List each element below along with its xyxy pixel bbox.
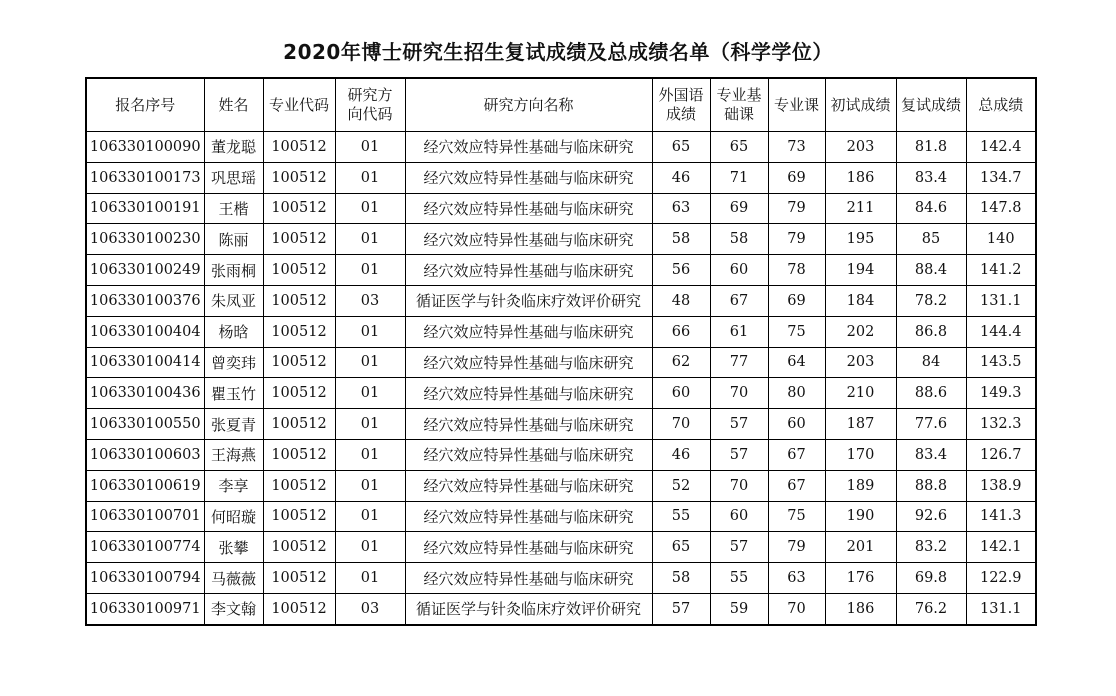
initial-score-cell: 211 [825, 193, 896, 224]
initial-score-cell: 186 [825, 593, 896, 624]
header-direction-name: 研究方向名称 [405, 78, 652, 132]
major-course-cell: 80 [768, 378, 825, 409]
direction-name-cell: 循证医学与针灸临床疗效评价研究 [405, 593, 652, 624]
major-code-cell: 100512 [263, 563, 335, 594]
retest-score-cell: 81.8 [896, 132, 966, 163]
name-cell: 王楷 [204, 193, 263, 224]
total-score-cell: 144.4 [966, 316, 1036, 347]
initial-score-cell: 187 [825, 409, 896, 440]
major-basic-cell: 69 [710, 193, 768, 224]
major-basic-cell: 57 [710, 439, 768, 470]
direction-name-cell: 经穴效应特异性基础与临床研究 [405, 532, 652, 563]
major-course-cell: 75 [768, 501, 825, 532]
reg-no-cell: 106330100550 [86, 409, 204, 440]
name-cell: 陈丽 [204, 224, 263, 255]
major-basic-cell: 60 [710, 255, 768, 286]
initial-score-cell: 170 [825, 439, 896, 470]
reg-no-cell: 106330100230 [86, 224, 204, 255]
table-row [86, 316, 1036, 347]
reg-no-cell: 106330100090 [86, 132, 204, 163]
table-row [86, 162, 1036, 193]
major-course-cell: 78 [768, 255, 825, 286]
foreign-lang-cell: 58 [652, 563, 710, 594]
reg-no-cell: 106330100191 [86, 193, 204, 224]
foreign-lang-cell: 58 [652, 224, 710, 255]
foreign-lang-cell: 66 [652, 316, 710, 347]
initial-score-cell: 203 [825, 132, 896, 163]
major-basic-cell: 61 [710, 316, 768, 347]
direction-code-cell: 01 [335, 532, 405, 563]
retest-score-cell: 78.2 [896, 285, 966, 316]
reg-no-cell: 106330100414 [86, 347, 204, 378]
document-title: 2020年博士研究生招生复试成绩及总成绩名单（科学学位） [283, 40, 833, 64]
major-basic-cell: 70 [710, 378, 768, 409]
total-score-cell: 122.9 [966, 563, 1036, 594]
direction-name-cell: 经穴效应特异性基础与临床研究 [405, 347, 652, 378]
initial-score-cell: 203 [825, 347, 896, 378]
major-basic-cell: 67 [710, 285, 768, 316]
major-basic-cell: 65 [710, 132, 768, 163]
major-course-cell: 67 [768, 470, 825, 501]
retest-score-cell: 77.6 [896, 409, 966, 440]
retest-score-cell: 69.8 [896, 563, 966, 594]
major-code-cell: 100512 [263, 347, 335, 378]
major-code-cell: 100512 [263, 409, 335, 440]
major-course-cell: 79 [768, 532, 825, 563]
direction-name-cell: 经穴效应特异性基础与临床研究 [405, 193, 652, 224]
reg-no-cell: 106330100701 [86, 501, 204, 532]
reg-no-cell: 106330100173 [86, 162, 204, 193]
foreign-lang-cell: 70 [652, 409, 710, 440]
retest-score-cell: 83.4 [896, 439, 966, 470]
major-code-cell: 100512 [263, 224, 335, 255]
direction-code-cell: 01 [335, 563, 405, 594]
direction-code-cell: 03 [335, 285, 405, 316]
direction-name-cell: 经穴效应特异性基础与临床研究 [405, 470, 652, 501]
name-cell: 张夏青 [204, 409, 263, 440]
reg-no-cell: 106330100376 [86, 285, 204, 316]
retest-score-cell: 88.6 [896, 378, 966, 409]
table-row [86, 532, 1036, 563]
major-basic-cell: 59 [710, 593, 768, 624]
initial-score-cell: 201 [825, 532, 896, 563]
initial-score-cell: 194 [825, 255, 896, 286]
major-course-cell: 69 [768, 285, 825, 316]
retest-score-cell: 76.2 [896, 593, 966, 624]
major-basic-cell: 77 [710, 347, 768, 378]
major-code-cell: 100512 [263, 162, 335, 193]
direction-code-cell: 03 [335, 593, 405, 624]
table-row [86, 409, 1036, 440]
major-course-cell: 63 [768, 563, 825, 594]
foreign-lang-cell: 46 [652, 439, 710, 470]
foreign-lang-cell: 56 [652, 255, 710, 286]
initial-score-cell: 190 [825, 501, 896, 532]
major-code-cell: 100512 [263, 255, 335, 286]
name-cell: 曾奕玮 [204, 347, 263, 378]
direction-name-cell: 经穴效应特异性基础与临床研究 [405, 501, 652, 532]
major-course-cell: 75 [768, 316, 825, 347]
direction-code-cell: 01 [335, 470, 405, 501]
reg-no-cell: 106330100436 [86, 378, 204, 409]
major-course-cell: 73 [768, 132, 825, 163]
table-row [86, 285, 1036, 316]
major-course-cell: 70 [768, 593, 825, 624]
total-score-cell: 131.1 [966, 285, 1036, 316]
reg-no-cell: 106330100404 [86, 316, 204, 347]
major-course-cell: 79 [768, 224, 825, 255]
table-row [86, 347, 1036, 378]
total-score-cell: 149.3 [966, 378, 1036, 409]
foreign-lang-cell: 57 [652, 593, 710, 624]
name-cell: 何昭璇 [204, 501, 263, 532]
name-cell: 张攀 [204, 532, 263, 563]
major-basic-cell: 58 [710, 224, 768, 255]
name-cell: 王海燕 [204, 439, 263, 470]
table-row [86, 224, 1036, 255]
major-course-cell: 67 [768, 439, 825, 470]
header-initial-score: 初试成绩 [825, 78, 896, 132]
major-code-cell: 100512 [263, 132, 335, 163]
retest-score-cell: 85 [896, 224, 966, 255]
retest-score-cell: 88.8 [896, 470, 966, 501]
total-score-cell: 134.7 [966, 162, 1036, 193]
header-direction-code: 研究方向代码 [335, 78, 405, 132]
header-major-code: 专业代码 [263, 78, 335, 132]
header-name: 姓名 [204, 78, 263, 132]
major-basic-cell: 71 [710, 162, 768, 193]
score-table [85, 77, 1037, 626]
header-total-score: 总成绩 [966, 78, 1036, 132]
foreign-lang-cell: 52 [652, 470, 710, 501]
name-cell: 巩思瑶 [204, 162, 263, 193]
table-row [86, 501, 1036, 532]
direction-name-cell: 经穴效应特异性基础与临床研究 [405, 224, 652, 255]
table-row [86, 132, 1036, 163]
direction-name-cell: 经穴效应特异性基础与临床研究 [405, 316, 652, 347]
major-course-cell: 64 [768, 347, 825, 378]
major-course-cell: 60 [768, 409, 825, 440]
direction-code-cell: 01 [335, 347, 405, 378]
total-score-cell: 142.4 [966, 132, 1036, 163]
initial-score-cell: 189 [825, 470, 896, 501]
retest-score-cell: 84.6 [896, 193, 966, 224]
major-code-cell: 100512 [263, 316, 335, 347]
total-score-cell: 140 [966, 224, 1036, 255]
initial-score-cell: 184 [825, 285, 896, 316]
name-cell: 朱凤亚 [204, 285, 263, 316]
name-cell: 马薇薇 [204, 563, 263, 594]
major-code-cell: 100512 [263, 285, 335, 316]
foreign-lang-cell: 63 [652, 193, 710, 224]
major-code-cell: 100512 [263, 439, 335, 470]
total-score-cell: 131.1 [966, 593, 1036, 624]
direction-code-cell: 01 [335, 132, 405, 163]
foreign-lang-cell: 65 [652, 532, 710, 563]
direction-code-cell: 01 [335, 316, 405, 347]
table-body [86, 132, 1036, 625]
retest-score-cell: 83.2 [896, 532, 966, 563]
direction-name-cell: 经穴效应特异性基础与临床研究 [405, 162, 652, 193]
table-row [86, 193, 1036, 224]
total-score-cell: 138.9 [966, 470, 1036, 501]
direction-code-cell: 01 [335, 224, 405, 255]
header-major-course: 专业课 [768, 78, 825, 132]
direction-code-cell: 01 [335, 439, 405, 470]
foreign-lang-cell: 46 [652, 162, 710, 193]
direction-code-cell: 01 [335, 409, 405, 440]
major-code-cell: 100512 [263, 501, 335, 532]
name-cell: 杨晗 [204, 316, 263, 347]
foreign-lang-cell: 55 [652, 501, 710, 532]
retest-score-cell: 84 [896, 347, 966, 378]
total-score-cell: 141.3 [966, 501, 1036, 532]
direction-code-cell: 01 [335, 501, 405, 532]
foreign-lang-cell: 48 [652, 285, 710, 316]
retest-score-cell: 83.4 [896, 162, 966, 193]
total-score-cell: 142.1 [966, 532, 1036, 563]
major-code-cell: 100512 [263, 378, 335, 409]
major-code-cell: 100512 [263, 193, 335, 224]
direction-code-cell: 01 [335, 162, 405, 193]
major-basic-cell: 55 [710, 563, 768, 594]
table-row [86, 593, 1036, 624]
initial-score-cell: 195 [825, 224, 896, 255]
reg-no-cell: 106330100619 [86, 470, 204, 501]
initial-score-cell: 176 [825, 563, 896, 594]
reg-no-cell: 106330100971 [86, 593, 204, 624]
table-row [86, 439, 1036, 470]
total-score-cell: 147.8 [966, 193, 1036, 224]
table-row [86, 563, 1036, 594]
header-reg-no: 报名序号 [86, 78, 204, 132]
major-basic-cell: 57 [710, 532, 768, 563]
name-cell: 李文翰 [204, 593, 263, 624]
reg-no-cell: 106330100774 [86, 532, 204, 563]
initial-score-cell: 210 [825, 378, 896, 409]
retest-score-cell: 86.8 [896, 316, 966, 347]
major-course-cell: 79 [768, 193, 825, 224]
name-cell: 张雨桐 [204, 255, 263, 286]
direction-name-cell: 经穴效应特异性基础与临床研究 [405, 132, 652, 163]
major-basic-cell: 60 [710, 501, 768, 532]
major-code-cell: 100512 [263, 593, 335, 624]
table-header-row [86, 78, 1036, 132]
reg-no-cell: 106330100249 [86, 255, 204, 286]
major-code-cell: 100512 [263, 470, 335, 501]
total-score-cell: 126.7 [966, 439, 1036, 470]
total-score-cell: 132.3 [966, 409, 1036, 440]
header-major-basic: 专业基础课 [710, 78, 768, 132]
table-row [86, 470, 1036, 501]
name-cell: 瞿玉竹 [204, 378, 263, 409]
foreign-lang-cell: 62 [652, 347, 710, 378]
retest-score-cell: 88.4 [896, 255, 966, 286]
direction-name-cell: 循证医学与针灸临床疗效评价研究 [405, 285, 652, 316]
direction-name-cell: 经穴效应特异性基础与临床研究 [405, 439, 652, 470]
direction-name-cell: 经穴效应特异性基础与临床研究 [405, 255, 652, 286]
initial-score-cell: 202 [825, 316, 896, 347]
table-row [86, 255, 1036, 286]
table-row [86, 378, 1036, 409]
direction-code-cell: 01 [335, 378, 405, 409]
foreign-lang-cell: 65 [652, 132, 710, 163]
direction-name-cell: 经穴效应特异性基础与临床研究 [405, 409, 652, 440]
header-retest-score: 复试成绩 [896, 78, 966, 132]
direction-name-cell: 经穴效应特异性基础与临床研究 [405, 378, 652, 409]
total-score-cell: 141.2 [966, 255, 1036, 286]
direction-name-cell: 经穴效应特异性基础与临床研究 [405, 563, 652, 594]
retest-score-cell: 92.6 [896, 501, 966, 532]
name-cell: 董龙聪 [204, 132, 263, 163]
foreign-lang-cell: 60 [652, 378, 710, 409]
major-basic-cell: 70 [710, 470, 768, 501]
reg-no-cell: 106330100794 [86, 563, 204, 594]
reg-no-cell: 106330100603 [86, 439, 204, 470]
major-code-cell: 100512 [263, 532, 335, 563]
total-score-cell: 143.5 [966, 347, 1036, 378]
major-basic-cell: 57 [710, 409, 768, 440]
direction-code-cell: 01 [335, 255, 405, 286]
major-course-cell: 69 [768, 162, 825, 193]
name-cell: 李享 [204, 470, 263, 501]
header-foreign-lang: 外国语成绩 [652, 78, 710, 132]
direction-code-cell: 01 [335, 193, 405, 224]
initial-score-cell: 186 [825, 162, 896, 193]
